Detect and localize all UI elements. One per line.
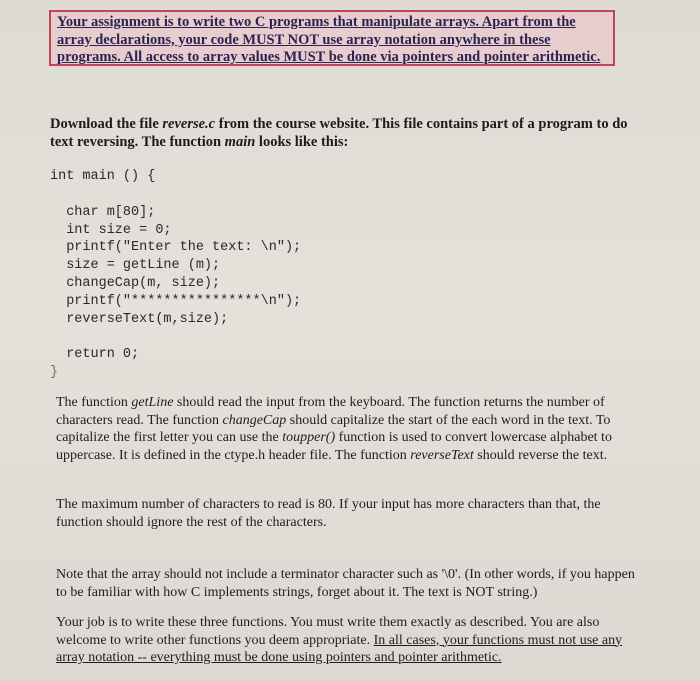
- fn-reversetext: reverseText: [410, 447, 474, 463]
- code-line: size = getLine (m);: [50, 258, 221, 274]
- para1-text: should read the input from the keyboard. The function returns the number of characters read. The function: [56, 395, 605, 428]
- job-paragraph: [56, 614, 640, 667]
- para4-text: Your job is to write these three functions. You must write them exactly as described. You are also welcome to write other functions you deem appropriate.: [56, 615, 600, 648]
- para3-text: Note that the array should not include a terminator character such as '\0'. (In other words, if you happen to be familiar with how C implements strings, forget about it. The text is NOT string.): [56, 567, 635, 600]
- max-chars-paragraph: [56, 496, 640, 531]
- code-line: [50, 328, 301, 346]
- code-line: reverseText(m,size);: [50, 311, 229, 327]
- para1-text: The function: [56, 395, 132, 410]
- code-line: return 0;: [50, 347, 140, 363]
- para1-text: should reverse the text.: [473, 447, 608, 463]
- code-line: changeCap(m, size);: [50, 275, 221, 291]
- para2-text: The maximum number of characters to read is 80. If your input has more characters than that, the function should ignore the rest of the characters.: [56, 497, 601, 530]
- intro-filename: reverse.c: [162, 116, 216, 132]
- intro-text-1: Download the file: [50, 116, 163, 132]
- fn-changecap: changeCap: [222, 412, 287, 428]
- code-line: int main () {: [50, 169, 156, 184]
- para1-text: should capitalize the start of the each word in the text. To capitalize the first letter you can use the: [56, 412, 611, 445]
- functions-description: [56, 394, 640, 464]
- intro-paragraph: [50, 115, 650, 151]
- para1-text: function is used to convert lowercase alphabet to uppercase. It is defined in the ctype.h header file. The function: [56, 430, 612, 463]
- intro-text-3: looks like this:: [255, 134, 349, 150]
- code-listing: [50, 168, 301, 382]
- intro-function-name: main: [224, 134, 256, 150]
- code-line: }: [50, 364, 59, 380]
- fn-getline: getLine: [131, 395, 174, 410]
- code-line: printf("****************\n");: [50, 293, 302, 309]
- code-line: int size = 0;: [50, 222, 172, 238]
- code-line: char m[80];: [50, 204, 156, 220]
- assignment-notice: [49, 10, 615, 66]
- fn-toupper: toupper(): [282, 430, 336, 445]
- intro-text-2: from the course website. This file contains part of a program to do text reversing. The function: [50, 116, 628, 150]
- terminator-note: [56, 566, 640, 601]
- para4-underlined: In all cases, your functions must not use any array notation -- everything must be done using pointers and pointer arithmetic.: [56, 632, 623, 665]
- code-line: printf("Enter the text: \n");: [50, 240, 302, 256]
- notice-text: Your assignment is to write two C programs that manipulate arrays. Apart from the array declarations, your code MUST NOT use array notation anywhere in these programs. All access to array values MUST be done via pointers and pointer arithmetic.: [57, 14, 601, 65]
